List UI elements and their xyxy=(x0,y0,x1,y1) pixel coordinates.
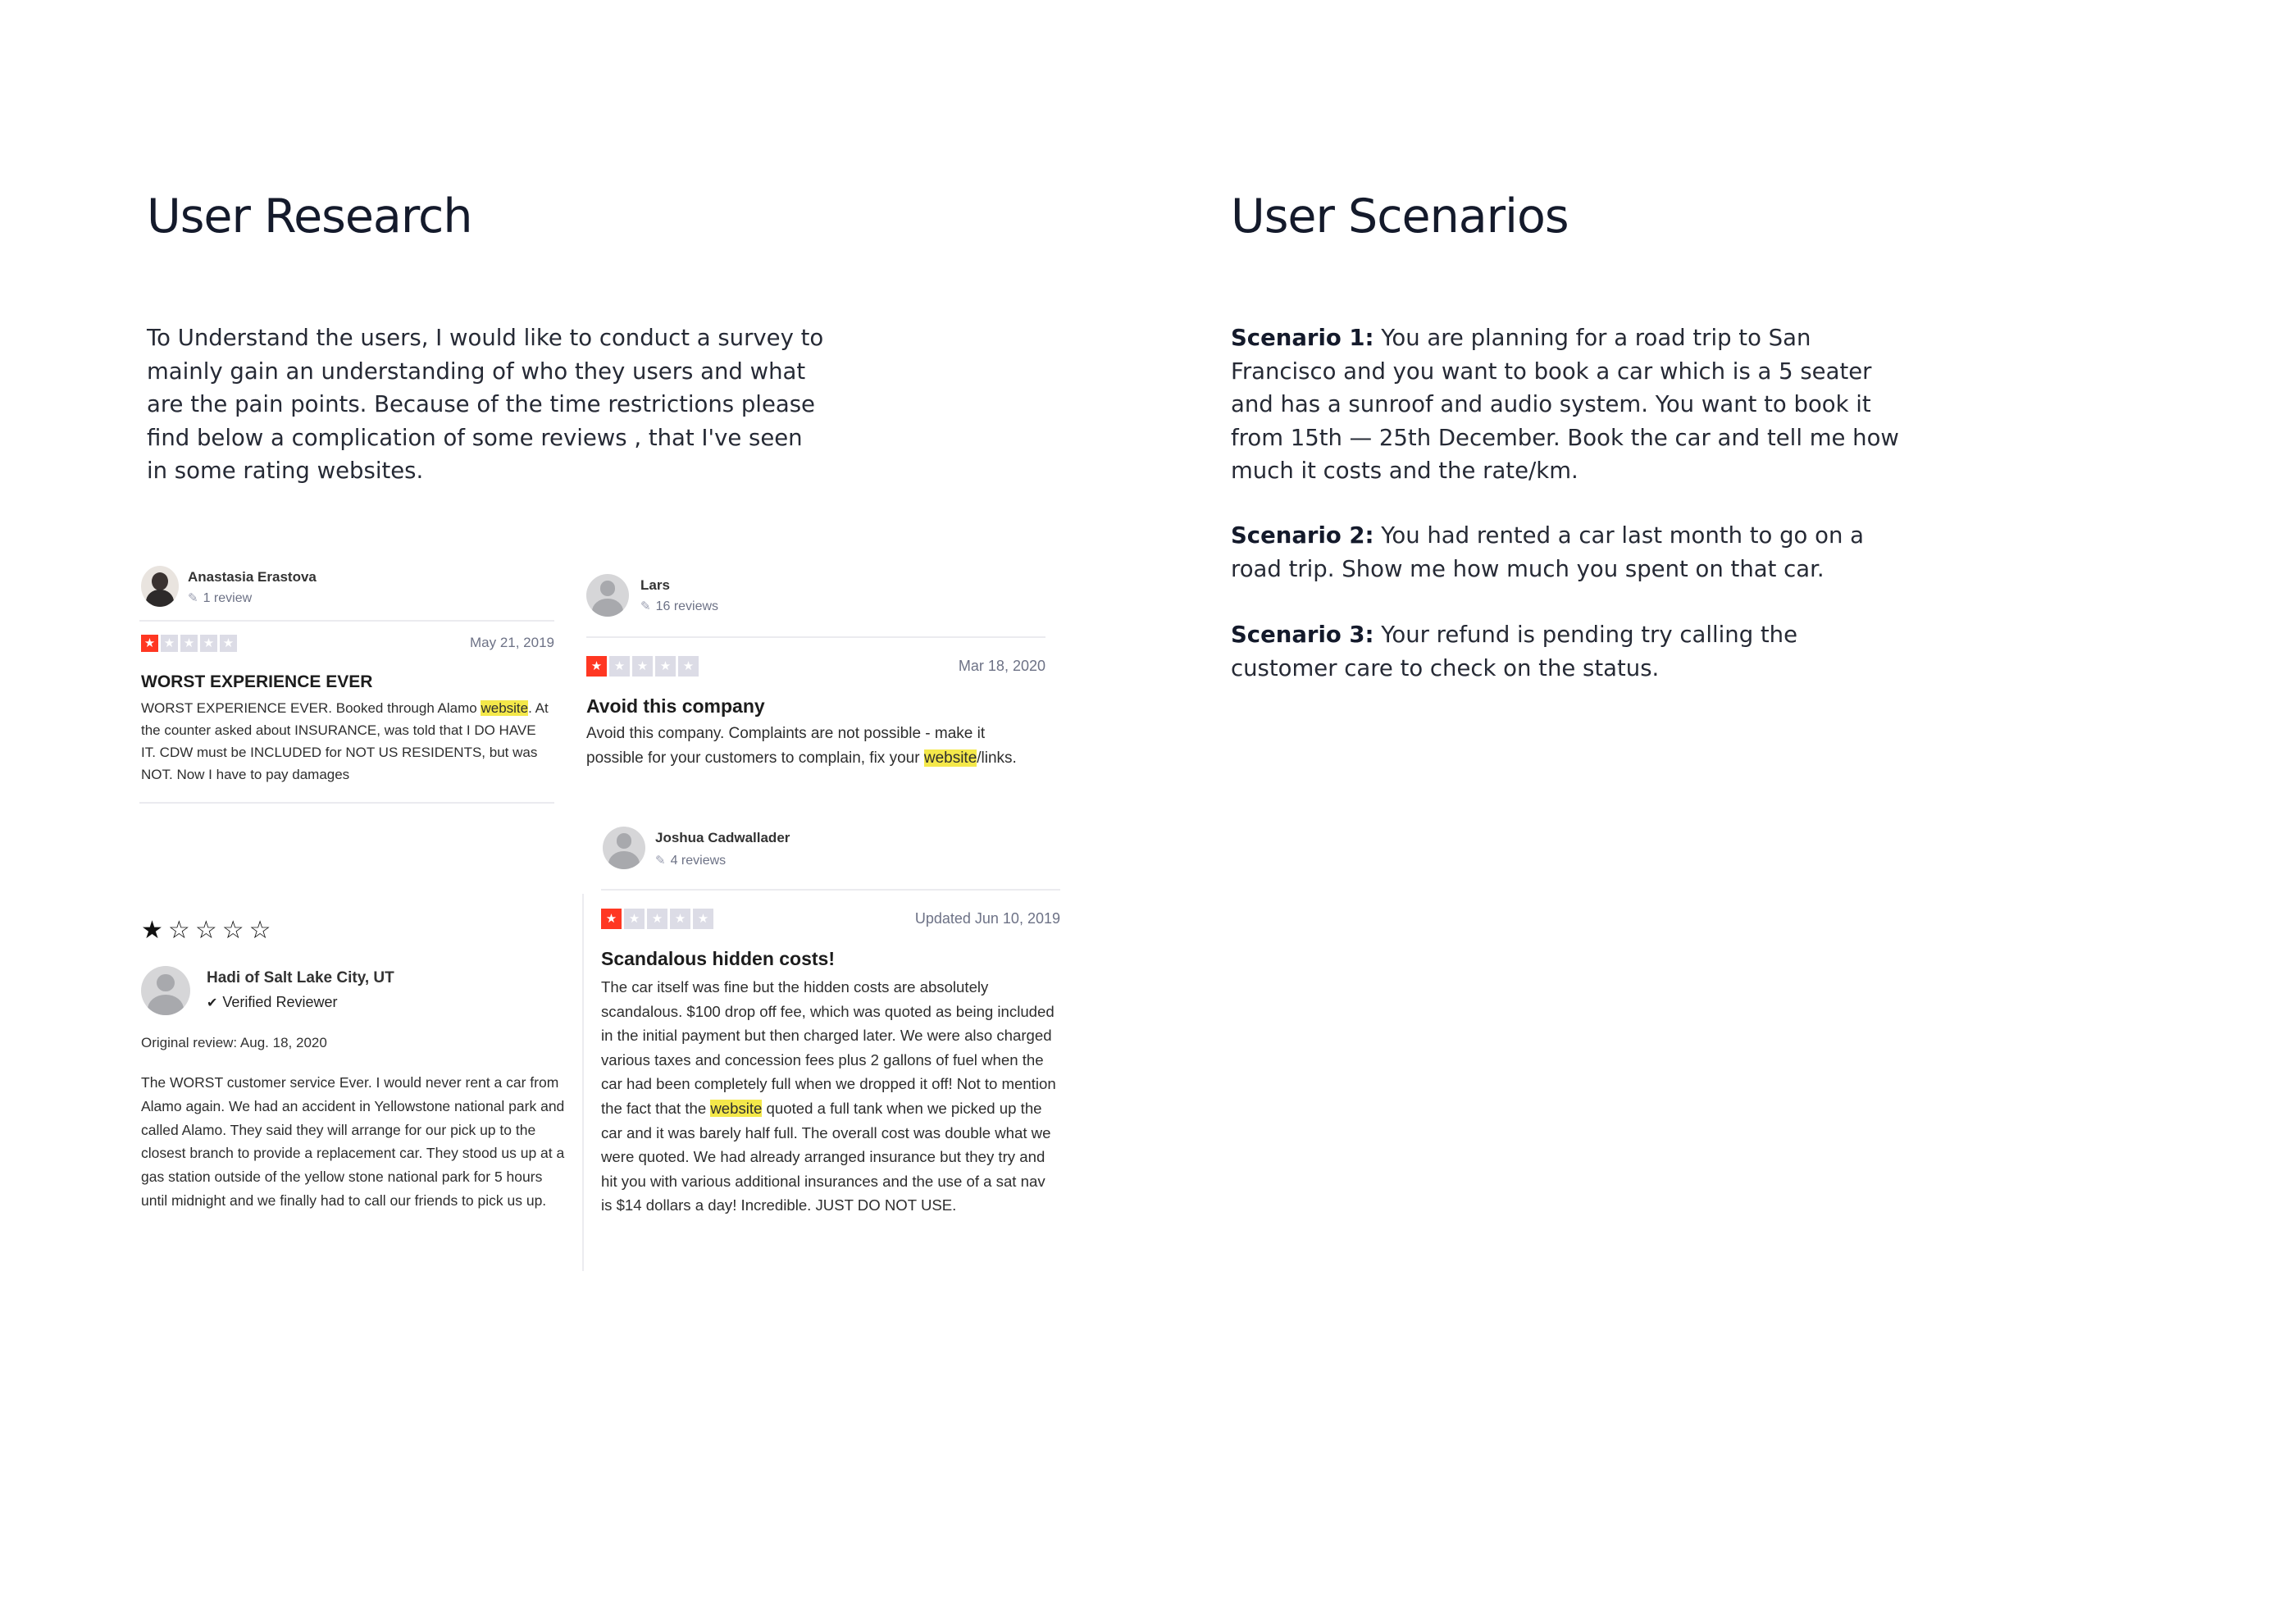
star-rating xyxy=(601,909,713,929)
scenario-3: Scenario 3: Your refund is pending try calling the customer care to check on the status. xyxy=(1231,622,1798,681)
pencil-icon: ✎ xyxy=(188,591,198,605)
reviewer-name: Lars xyxy=(640,577,670,593)
star-icon: ★ xyxy=(141,635,158,652)
review-date: May 21, 2019 xyxy=(469,635,554,650)
star-icon: ★ xyxy=(693,909,713,929)
review-title: WORST EXPERIENCE EVER xyxy=(141,672,373,691)
review-body: WORST EXPERIENCE EVER. Booked through Alamo website. At the counter asked about INSURANCE, was told that I DO HAVE IT. CDW must be INCLUDED for NOT US RESIDENTS, but was NOT. Now I have to pay damages xyxy=(141,700,549,782)
review-body: The car itself was fine but the hidden costs are absolutely scandalous. $100 drop off fee, which was quoted as being included in the initial payment but then charged later. We were also charged various taxes and concession fees plus 2 gallons of fuel when the car had been completely full when we dropped it off! Not to mention the fact that the website quoted a full tank when we picked up the car and it was barely half full. The overall cost was double what we were quoted. We had already arranged insurance but they try and hit you with various additional insurances and the use of a sat nav is $14 dollars a day! Incredible. JUST DO NOT USE. xyxy=(601,978,1056,1214)
review-body: The WORST customer service Ever. I would never rent a car from Alamo again. We had an accident in Yellowstone national park and called Alamo. They said they will arrange for our pick up to the closest branch to provide a replacement car. They stood us up at a gas station outside of the yellow stone national park for 5 hours until midnight and we finally had to call our friends to pick us up. xyxy=(141,1074,565,1209)
star-icon: ★ xyxy=(601,909,622,929)
pencil-icon: ✎ xyxy=(655,854,666,868)
review-title: Scandalous hidden costs! xyxy=(601,948,835,969)
reviewer-name: Joshua Cadwallader xyxy=(655,830,790,845)
divider xyxy=(139,802,554,804)
star-empty-icon: ☆ xyxy=(167,917,190,944)
review-card-joshua xyxy=(601,827,1060,1269)
star-rating xyxy=(141,635,237,652)
star-icon: ★ xyxy=(180,635,198,652)
review-card-anastasia xyxy=(139,566,554,804)
scenario-1: Scenario 1: You are planning for a road trip to San Francisco and you want to book a car which is a 5 seater and has a sunroof and audio system. You want to book it from 15th — 25th December. Book the car and tell me how much it costs and the rate/km. xyxy=(1231,325,1899,484)
star-empty-icon: ☆ xyxy=(248,917,271,944)
star-icon: ★ xyxy=(161,635,178,652)
research-title: User Research xyxy=(147,189,472,244)
column-divider xyxy=(582,894,584,1271)
star-empty-icon: ☆ xyxy=(221,917,244,944)
divider xyxy=(139,620,554,622)
reviewer-name: Hadi of Salt Lake City, UT xyxy=(207,969,394,986)
review-count: ✎ 4 reviews xyxy=(655,854,727,868)
review-count: ✎ 16 reviews xyxy=(640,599,719,613)
review-card-lars xyxy=(586,574,1046,812)
star-icon: ★ xyxy=(220,635,237,652)
reviewer-avatar xyxy=(603,827,645,869)
verified-badge: ✔ Verified Reviewer xyxy=(207,994,338,1010)
divider xyxy=(586,636,1046,638)
research-intro: To Understand the users, I would like to conduct a survey to mainly gain an understanding of who they users and what are the pain points. Because of the time restrictions please find below a complication of some reviews , that I've seen in some rating websites. xyxy=(147,325,824,484)
reviewer-avatar xyxy=(141,566,179,607)
reviewer-name: Anastasia Erastova xyxy=(188,569,317,585)
star-icon: ★ xyxy=(632,656,653,677)
scenarios-title: User Scenarios xyxy=(1231,189,1569,244)
star-filled-icon: ★ xyxy=(141,917,163,944)
review-body: Avoid this company. Complaints are not possible - make it possible for your customers to complain, fix your website/links. xyxy=(586,725,1017,767)
review-count: ✎ 1 review xyxy=(188,591,253,605)
star-icon: ★ xyxy=(670,909,690,929)
reviewer-avatar xyxy=(141,966,190,1015)
divider xyxy=(601,889,1060,891)
star-rating xyxy=(141,918,271,943)
star-icon: ★ xyxy=(609,656,630,677)
pencil-icon: ✎ xyxy=(640,599,651,613)
star-empty-icon: ☆ xyxy=(194,917,217,944)
star-icon: ★ xyxy=(624,909,645,929)
star-icon: ★ xyxy=(586,656,607,677)
scenario-2: Scenario 2: You had rented a car last month to go on a road trip. Show me how much you spent on that car. xyxy=(1231,522,1864,582)
star-rating xyxy=(586,656,699,677)
reviewer-avatar xyxy=(586,574,629,617)
star-icon: ★ xyxy=(655,656,676,677)
review-date: Mar 18, 2020 xyxy=(958,658,1046,674)
review-date: Updated Jun 10, 2019 xyxy=(914,910,1060,927)
review-card-hadi xyxy=(141,918,567,1263)
star-icon: ★ xyxy=(200,635,217,652)
star-icon: ★ xyxy=(647,909,667,929)
original-review-date: Original review: Aug. 18, 2020 xyxy=(141,1035,327,1050)
review-title: Avoid this company xyxy=(586,695,765,717)
star-icon: ★ xyxy=(678,656,699,677)
checkmark-icon: ✔ xyxy=(207,996,218,1010)
